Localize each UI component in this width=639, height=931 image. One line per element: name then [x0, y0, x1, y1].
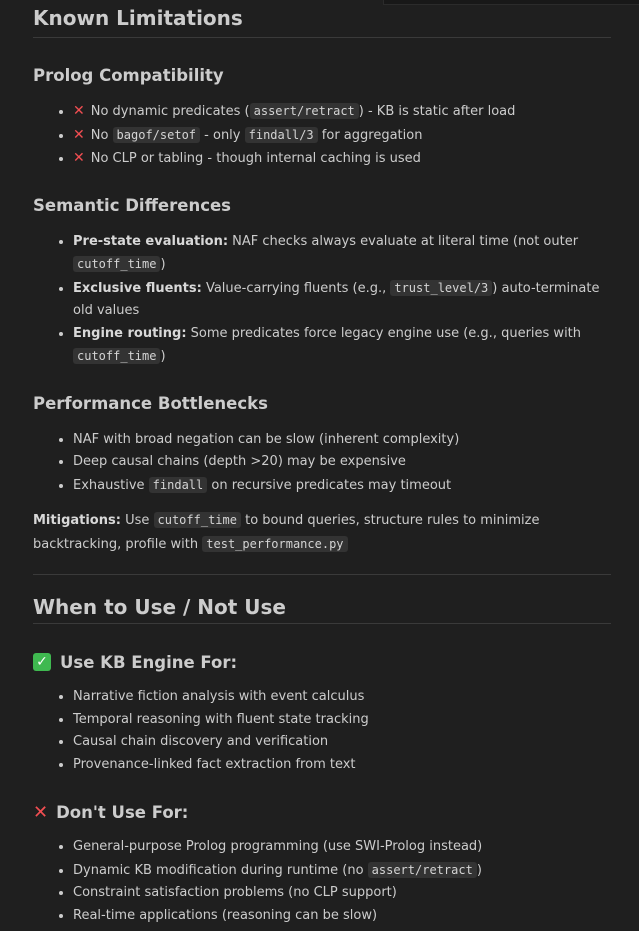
heading-prolog-compatibility: Prolog Compatibility: [33, 65, 224, 85]
list-item: • Real-time applications (reasoning can be slow): [73, 905, 611, 928]
list-item: • ✕ No CLP or tabling - though internal caching is used: [73, 147, 611, 171]
check-mark-button-icon: ✓: [33, 653, 51, 671]
list-item: • ✕ No dynamic predicates ( assert/retract ) - KB is static after load: [73, 100, 611, 124]
dont-use-list: [33, 836, 611, 927]
list-item: • ✕ No bagof/setof - only findall/3 for aggregation: [73, 124, 611, 148]
inline-code: cutoff_time: [73, 348, 160, 364]
inline-code: trust_level/3: [390, 280, 492, 296]
inline-code: assert/retract: [368, 862, 477, 878]
inline-code: findall/3: [245, 127, 318, 143]
semantic-differences-list: [33, 231, 611, 369]
list-item: • Temporal reasoning with fluent state tracking: [73, 709, 611, 732]
list-item: • General-purpose Prolog programming (use SWI-Prolog instead): [73, 836, 611, 859]
list-item: • Provenance-linked fact extraction from text: [73, 754, 611, 777]
list-item: • NAF with broad negation can be slow (inherent complexity): [73, 429, 611, 452]
heading-use-kb-engine: ✓ Use KB Engine For:: [33, 650, 611, 674]
cross-mark-icon: ✕: [33, 801, 49, 823]
markdown-preview: [33, 0, 611, 927]
cross-mark-icon: ✕: [73, 126, 85, 143]
inline-code: cutoff_time: [154, 512, 241, 528]
list-item: • Exhaustive findall on recursive predicates may timeout: [73, 474, 611, 498]
list-item: • Engine routing: Some predicates force legacy engine use (e.g., queries with cutoff_time ): [73, 323, 611, 369]
heading-when-to-use: When to Use / Not Use: [33, 575, 611, 624]
list-item: • Constraint satisfaction problems (no CLP support): [73, 882, 611, 905]
performance-bottlenecks-list: [33, 429, 611, 498]
prolog-compatibility-list: [33, 100, 611, 171]
mitigations-paragraph: Mitigations: Use cutoff_time to bound queries, structure rules to minimize backtracking, profile with test_performance.py: [33, 513, 540, 552]
cross-mark-icon: ✕: [73, 150, 85, 166]
list-item: • Narrative fiction analysis with event calculus: [73, 686, 611, 709]
list-item: • Dynamic KB modification during runtime (no assert/retract ): [73, 859, 611, 883]
heading-dont-use: ✕ Don't Use For:: [33, 801, 189, 823]
inline-code: bagof/setof: [113, 127, 200, 143]
inline-code: cutoff_time: [73, 256, 160, 272]
inline-code: test_performance.py: [202, 536, 347, 552]
inline-code: assert/retract: [250, 103, 359, 119]
inline-code: findall: [149, 477, 208, 493]
heading-performance-bottlenecks: Performance Bottlenecks: [33, 394, 268, 413]
cross-mark-icon: ✕: [73, 103, 85, 119]
list-item: • Deep causal chains (depth >20) may be expensive: [73, 451, 611, 474]
heading-known-limitations: Known Limitations: [33, 0, 611, 38]
list-item: • Exclusive fluents: Value-carrying fluents (e.g., trust_level/3 ) auto-terminate old values: [73, 277, 611, 323]
heading-semantic-differences: Semantic Differences: [33, 196, 231, 215]
list-item: • Pre-state evaluation: NAF checks always evaluate at literal time (not outer cutoff_time ): [73, 231, 611, 277]
use-kb-engine-list: [33, 686, 611, 776]
list-item: • Causal chain discovery and verification: [73, 731, 611, 754]
